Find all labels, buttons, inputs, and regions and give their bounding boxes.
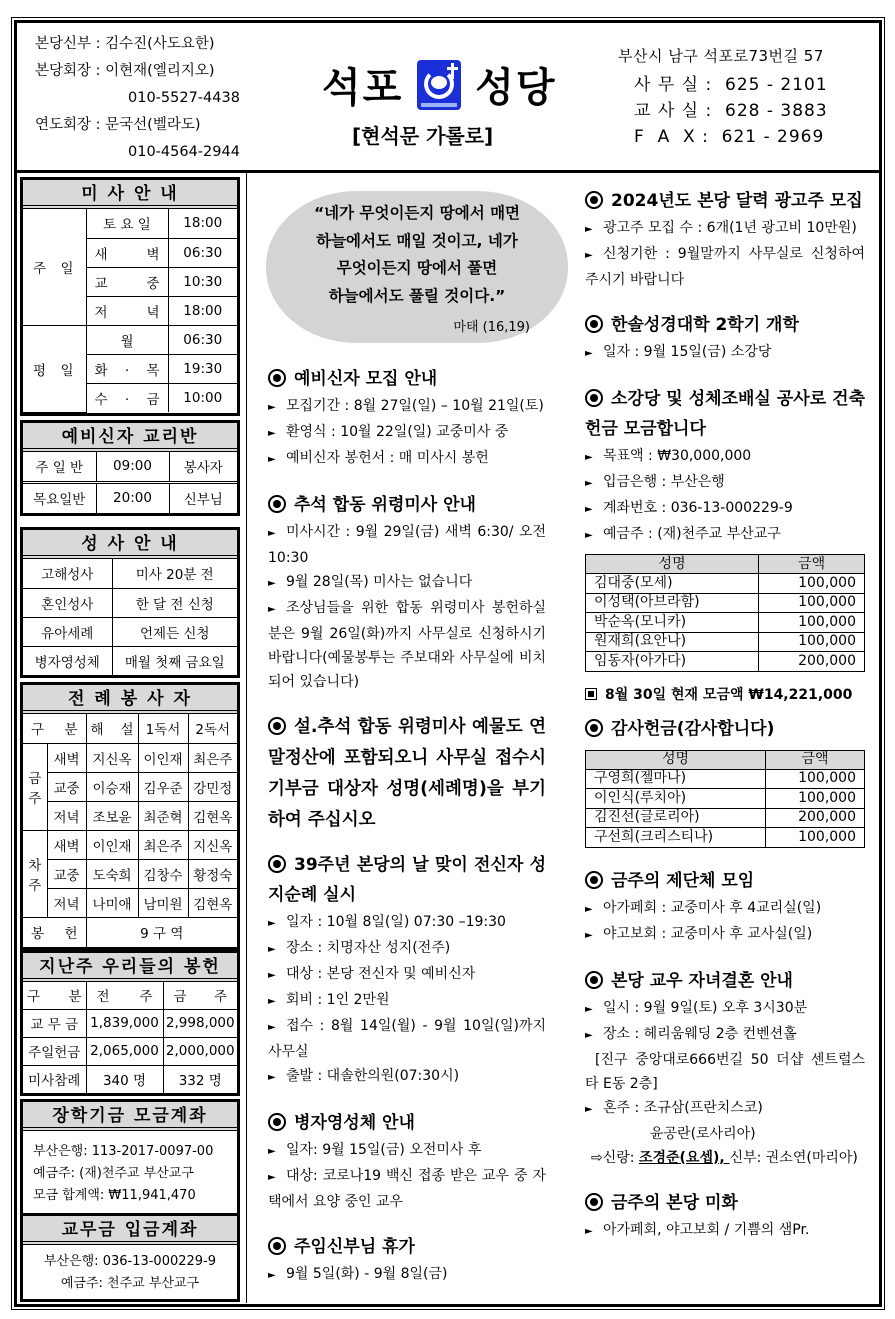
header-name: 성명 (586, 750, 766, 769)
staff-president: 본당회장 : 이현재(엘리지오) (35, 63, 215, 79)
staff-list (35, 31, 240, 166)
header-category: 구 분 (23, 714, 86, 743)
arrow-bullet-icon: ► (268, 1022, 276, 1033)
server-name: 강민정 (188, 772, 237, 801)
server-name: 지신옥 (86, 743, 138, 772)
sacrament-name: 고해성사 (23, 559, 112, 588)
header-commentary: 해 설 (86, 714, 138, 743)
server-name: 조보윤 (86, 801, 138, 830)
mass-day: 수 . 금 (86, 383, 168, 412)
sunday-label: 주 일 (23, 209, 86, 325)
dues-account-details (23, 1245, 237, 1299)
church-name-right: 성당 (475, 65, 557, 111)
arrow-bullet-icon: ► (585, 478, 593, 489)
server-name: 김창수 (138, 859, 188, 888)
sacrament-info: 미사 20분 전 (112, 559, 237, 588)
header-reading1: 1독서 (138, 714, 188, 743)
server-name: 최은주 (138, 830, 188, 859)
scholarship-title: 장학기금 모금계좌 (23, 1102, 237, 1131)
arrow-bullet-icon: ► (585, 1225, 593, 1237)
server-name: 나미애 (86, 888, 138, 917)
offering-type: 교 무 금 (23, 1009, 86, 1037)
server-name: 황정숙 (188, 859, 237, 888)
arrow-bullet-icon: ► (268, 1270, 276, 1281)
radio-bullet-icon (585, 191, 603, 209)
wedding-address: [진구 중앙대로666번길 50 더샵 센트럴스타 E동 2층] (585, 1051, 865, 1092)
mass-time: 18:00 (168, 209, 237, 238)
mass-day: 교 중 (86, 267, 168, 296)
thanks-offering-table (585, 750, 865, 848)
arrow-bullet-icon: ► (268, 454, 276, 465)
arrow-bullet-icon: ► (268, 604, 276, 615)
sacrament-name: 유아세례 (23, 617, 112, 646)
column-divider (246, 173, 247, 1303)
mass-day: 토 요 일 (86, 209, 168, 238)
mass-time: 19:30 (168, 354, 237, 383)
church-patron: [현석문 가롤로] (352, 124, 494, 148)
section-catechumen-recruit: 예비신자 모집 안내 ► 모집기간 : 8월 27일(일) – 10월 21일(토) ► 환영식 : 10월 22일(일) 교중미사 중 ► 예비신자 봉헌서 : 매 미사시 봉헌 (268, 364, 546, 472)
class-name: 주 일 반 (23, 452, 96, 482)
class-time: 20:00 (96, 482, 169, 513)
section-thanks-offering: 감사헌금(감사합니다) 성명 금액 구영희(젤마나) 100,000 이인식(루치아) 100,000 김진선(글로리아) 200,000 구선희(크리스티나) 100,000 (585, 714, 865, 848)
header-divider (14, 170, 882, 173)
mass-name: 저녁 (47, 888, 86, 917)
sacraments-table (23, 559, 237, 675)
right-column (585, 186, 865, 1262)
staff-pastor: 본당신부 : 김수진(사도요한) (35, 36, 215, 52)
phone-teachers-room: 교 사 실 : 628 - 3883 (634, 101, 828, 121)
header-previous-week: 전 주 (86, 982, 163, 1009)
staff-president-phone: 010-5527-4438 (128, 90, 240, 106)
section-building-fund: 소강당 및 성체조배실 공사로 건축헌금 모금합니다 ► 목표액 : ₩30,000,000 ► 입금은행 : 부산은행 ► 계좌번호 : 036-13-000229-9 ► 예금주 : (재)천주교 부산교구 성명 금액 김대중(모세) 100,000 이성택(아브라함) 100,000 박순옥(모니카) 100,000 원재희(요안나) 100,000 임동자(아가다) 200,000 8월 30일 현재 모금액 ₩14,221,000 (585, 389, 865, 703)
radio-bullet-icon (268, 1113, 286, 1131)
dues-holder: 예금주: 천주교 부산교구 (60, 1276, 200, 1291)
mass-time: 06:30 (168, 325, 237, 354)
table-row: 원재희(요안나) 100,000 (586, 632, 865, 652)
section-bible-college: 한솔성경대학 2학기 개학 ► 일자 : 9월 15일(금) 소강당 (585, 310, 865, 366)
table-row: 구선희(크리스티나) 100,000 (586, 828, 865, 848)
arrow-bullet-icon: ► (585, 530, 593, 541)
radio-bullet-icon (268, 855, 286, 873)
sacraments-title: 성 사 안 내 (23, 530, 237, 559)
bulletin-header (17, 23, 879, 173)
arrow-bullet-icon: ► (585, 1003, 593, 1015)
mass-schedule-box (20, 177, 240, 416)
arrow-bullet-icon: ► (268, 1172, 276, 1183)
radio-bullet-icon (268, 369, 286, 387)
offering-curr: 2,000,000 (163, 1037, 237, 1065)
radio-bullet-icon (585, 719, 603, 737)
mass-name: 저녁 (47, 801, 86, 830)
sacraments-box (20, 527, 240, 678)
server-name: 김우준 (138, 772, 188, 801)
mass-time: 10:30 (168, 267, 237, 296)
radio-bullet-icon (585, 971, 603, 989)
table-row: 임동자(아가다) 200,000 (586, 652, 865, 672)
scholarship-box (20, 1099, 240, 1218)
sacrament-name: 병자영성체 (23, 646, 112, 675)
diocese-logo-icon (417, 60, 461, 110)
staff-vice-president-phone: 010-4564-2944 (128, 144, 240, 160)
class-name: 목요일반 (23, 482, 96, 513)
quote-text: “네가 무엇이든지 땅에서 매면 하늘에서도 매일 것이고, 네가 무엇이든지 땅에서 풀면 하늘에서도 풀릴 것이다.” (313, 204, 521, 305)
dues-account-box (20, 1213, 240, 1302)
radio-bullet-icon (268, 1237, 286, 1255)
quote-reference: 마태 (16,19) (453, 320, 530, 335)
offering-prev: 2,065,000 (86, 1037, 163, 1065)
radio-bullet-icon (268, 495, 286, 513)
mass-schedule-table (23, 209, 237, 413)
offering-label: 봉 헌 (23, 917, 86, 947)
church-name-left: 석포 (322, 65, 404, 111)
wedding-couple: ⇨신랑: 조경준(요셉), 신부: 권소연(마리아) (591, 1149, 858, 1166)
mass-time: 10:00 (168, 383, 237, 412)
catechumen-class-box (20, 420, 240, 516)
building-fund-total: 8월 30일 현재 모금액 ₩14,221,000 (585, 684, 865, 704)
arrow-bullet-icon: ► (585, 1103, 593, 1115)
table-row: 김진선(글로리아) 200,000 (586, 808, 865, 828)
catechumen-class-table (23, 452, 237, 513)
server-name: 김현옥 (188, 888, 237, 917)
section-chuseok-memorial-mass: 추석 합동 위령미사 안내 ► 미사시간 : 9월 29일(금) 새벽 6:30/ 오전 10:30 ► 9월 28일(목) 미사는 없습니다 ► 조상님들을 위한 합동 위령미사 봉헌하실 분은 9월 26일(화)까지 사무실로 신청하시기 바랍니다(예물봉투는 주보대와 사무실에 비치되어 있습니다) (268, 495, 546, 690)
server-name: 이인재 (86, 830, 138, 859)
weekday-label: 평 일 (23, 325, 86, 412)
this-week-label: 금 주 (23, 743, 47, 830)
mass-day: 저 녁 (86, 296, 168, 325)
table-row: 김대중(모세) 100,000 (586, 574, 865, 594)
wedding-host-2: 윤공란(로사리아) (650, 1125, 756, 1142)
class-teacher: 봉사자 (169, 452, 237, 482)
middle-column (268, 364, 546, 1306)
liturgy-servers-table (23, 714, 237, 947)
scholarship-details (23, 1131, 237, 1215)
section-tax-notice: 설.추석 합동 위령미사 예물도 연말정산에 포함되오니 사무실 접수시 기부금 대상자 성명(세례명)을 부기하여 주십시오 (268, 717, 546, 830)
server-name: 김현옥 (188, 801, 237, 830)
phone-fax: F A X : 621 - 2969 (634, 127, 825, 147)
arrow-bullet-icon: ► (585, 1029, 593, 1041)
hollow-arrow-icon: ⇨ (591, 1149, 603, 1166)
offering-type: 미사참례 (23, 1065, 86, 1093)
church-address: 부산시 남구 석포로73번길 57 (618, 47, 824, 65)
radio-bullet-icon (585, 871, 603, 889)
mass-name: 새벽 (47, 743, 86, 772)
header-name: 성명 (586, 555, 759, 574)
table-row: 이인식(루치아) 100,000 (586, 789, 865, 809)
class-time: 09:00 (96, 452, 169, 482)
scripture-quote (266, 191, 568, 343)
header-amount: 금액 (759, 555, 865, 574)
arrow-bullet-icon: ► (585, 348, 593, 359)
offerings-table (23, 982, 237, 1093)
offering-prev: 1,839,000 (86, 1009, 163, 1037)
next-week-label: 차 주 (23, 830, 47, 917)
phone-office: 사 무 실 : 625 - 2101 (634, 75, 828, 95)
arrow-bullet-icon: ► (585, 250, 593, 261)
offerings-box (20, 950, 240, 1096)
offering-prev: 340 명 (86, 1065, 163, 1093)
section-pastor-vacation: 주임신부님 휴가 ► 9월 5일(화) - 9월 8일(금) (268, 1232, 546, 1288)
sacrament-info: 한 달 전 신청 (112, 588, 237, 617)
mass-time: 06:30 (168, 238, 237, 267)
section-beautification: 금주의 본당 미화 ► 아가페회, 야고보회 / 기쁨의 샘Pr. (585, 1188, 865, 1244)
arrow-bullet-icon: ► (268, 918, 276, 929)
scholarship-total: 모금 합계액: ₩11,941,470 (33, 1188, 196, 1203)
staff-vice-president: 연도회장 : 문국선(벨라도) (35, 117, 201, 133)
offerings-title: 지난주 우리들의 봉헌 (23, 953, 237, 982)
server-name: 지신옥 (188, 830, 237, 859)
sacrament-name: 혼인성사 (23, 588, 112, 617)
liturgy-servers-title: 전 례 봉 사 자 (23, 685, 237, 714)
radio-bullet-icon (585, 315, 603, 333)
server-name: 이승재 (86, 772, 138, 801)
mass-name: 교중 (47, 772, 86, 801)
server-name: 도숙희 (86, 859, 138, 888)
arrow-bullet-icon: ► (585, 224, 593, 235)
server-name: 최준혁 (138, 801, 188, 830)
mass-name: 새벽 (47, 830, 86, 859)
arrow-bullet-icon: ► (268, 1072, 276, 1083)
sacrament-info: 매월 첫째 금요일 (112, 646, 237, 675)
arrow-bullet-icon: ► (268, 578, 276, 589)
liturgy-servers-box (20, 682, 240, 950)
building-fund-donors-table (585, 554, 865, 672)
section-pilgrimage: 39주년 본당의 날 맞이 전신자 성지순례 실시 ► 일자 : 10월 8일(일) 07:30 –19:30 ► 장소 : 치명자산 성지(전주) ► 대상 : 본당 전신자 및 예비신자 ► 회비 : 1인 2만원 ► 접수 : 8월 14일(월) - 9월 10일(일)까지 사무실 ► 출발 : 대솔한의원(07:30시) (268, 850, 546, 1090)
header-this-week: 금 주 (163, 982, 237, 1009)
arrow-bullet-icon: ► (585, 504, 593, 515)
section-groups-meeting: 금주의 제단체 모임 ► 아가페회 : 교중미사 후 4교리실(일) ► 야고보회 : 교중미사 후 교사실(일) (585, 866, 865, 948)
arrow-bullet-icon: ► (268, 1146, 276, 1157)
arrow-bullet-icon: ► (585, 903, 593, 915)
scholarship-holder: 예금주: (재)천주교 부산교구 (33, 1166, 194, 1181)
table-row: 박순옥(모니카) 100,000 (586, 613, 865, 633)
arrow-bullet-icon: ► (268, 970, 276, 981)
radio-bullet-icon (585, 1193, 603, 1211)
mass-name: 교중 (47, 859, 86, 888)
offering-curr: 332 명 (163, 1065, 237, 1093)
header-category: 구 분 (23, 982, 86, 1009)
offering-type: 주일헌금 (23, 1037, 86, 1065)
arrow-bullet-icon: ► (268, 944, 276, 955)
table-row: 이성택(아브라함) 100,000 (586, 593, 865, 613)
mass-time: 18:00 (168, 296, 237, 325)
arrow-bullet-icon: ► (585, 452, 593, 463)
server-name: 이인재 (138, 743, 188, 772)
mass-day: 월 (86, 325, 168, 354)
server-name: 남미원 (138, 888, 188, 917)
class-teacher: 신부님 (169, 482, 237, 513)
arrow-bullet-icon: ► (268, 996, 276, 1007)
server-name: 최은주 (188, 743, 237, 772)
section-calendar-ads: 2024년도 본당 달력 광고주 모집 ► 광고주 모집 수 : 6개(1년 광고비 10만원) ► 신청기한 : 9월말까지 사무실로 신청하여 주시기 바랍니다 (585, 191, 865, 288)
radio-bullet-icon (268, 717, 286, 735)
dues-bank: 부산은행: 036-13-000229-9 (43, 1254, 217, 1269)
mass-schedule-title: 미 사 안 내 (23, 180, 237, 209)
dues-account-title: 교무금 입금계좌 (23, 1216, 237, 1245)
scholarship-bank: 부산은행: 113-2017-0097-00 (33, 1144, 214, 1159)
mass-day: 새 벽 (86, 238, 168, 267)
radio-bullet-icon (585, 389, 603, 407)
catechumen-class-title: 예비신자 교리반 (23, 423, 237, 452)
arrow-bullet-icon: ► (268, 402, 276, 413)
mass-day: 화 . 목 (86, 354, 168, 383)
offering-value: 9 구 역 (86, 917, 237, 947)
church-title (322, 56, 557, 113)
section-sick-communion: 병자영성체 안내 ► 일자: 9월 15일(금) 오전미사 후 ► 대상: 코로나19 백신 접종 받은 교우 중 자택에서 요양 중인 교우 (268, 1113, 546, 1210)
table-row: 구영희(젤마나) 100,000 (586, 769, 865, 789)
square-bullet-icon (585, 688, 597, 700)
arrow-bullet-icon: ► (268, 428, 276, 439)
sacrament-info: 언제든 신청 (112, 617, 237, 646)
section-wedding: 본당 교우 자녀결혼 안내 ► 일시 : 9월 9일(토) 오후 3시30분 ► 장소 : 헤리움웨딩 2층 컨벤션홀 [진구 중앙대로666번길 50 더샵 센트럴스타 E동 2층] ► 혼주 : 조규삼(프란치스코) 윤공란(로사리아) ⇨신랑: 조경준(요셉), 신부: 권소연(마리아) (585, 966, 865, 1170)
arrow-bullet-icon: ► (268, 528, 276, 539)
arrow-bullet-icon: ► (585, 929, 593, 941)
offering-curr: 2,998,000 (163, 1009, 237, 1037)
header-amount: 금액 (765, 750, 864, 769)
contact-info (618, 45, 828, 150)
header-reading2: 2독서 (188, 714, 237, 743)
